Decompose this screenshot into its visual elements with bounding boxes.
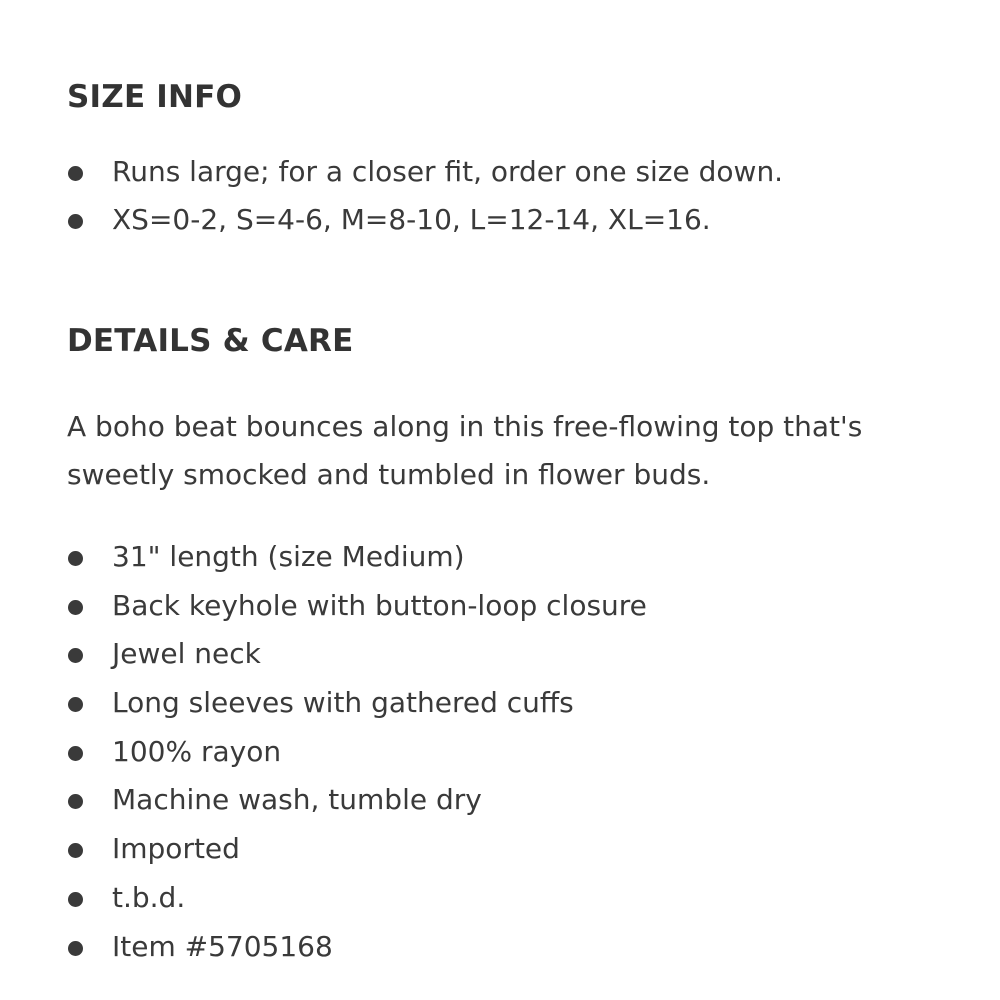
list-item-text: Imported bbox=[112, 832, 240, 866]
bullet-icon bbox=[68, 551, 83, 566]
bullet-icon bbox=[68, 843, 83, 858]
bullet-icon bbox=[68, 600, 83, 615]
list-item-text: Back keyhole with button-loop closure bbox=[112, 588, 647, 622]
bullet-icon bbox=[68, 794, 83, 809]
bullet-icon bbox=[68, 214, 83, 229]
bullet-icon bbox=[68, 941, 83, 956]
product-description: A boho beat bounces along in this free-flowing top that's sweetly smocked and tumbled in flower buds. bbox=[67, 410, 863, 491]
list-item-text: t.b.d. bbox=[112, 880, 186, 914]
list-item-text: Runs large; for a closer fit, order one size down. bbox=[112, 155, 784, 188]
list-item-text: 31" length (size Medium) bbox=[112, 540, 465, 573]
bullet-icon bbox=[68, 892, 83, 907]
bullet-icon bbox=[68, 166, 83, 181]
list-item-text: Long sleeves with gathered cuffs bbox=[112, 686, 574, 720]
list-item-text: Jewel neck bbox=[112, 637, 261, 671]
list-item-text: Item #5705168 bbox=[112, 929, 333, 963]
list-item-text: XS=0-2, S=4-6, M=8-10, L=12-14, XL=16. bbox=[112, 203, 711, 236]
bullet-icon bbox=[68, 697, 83, 712]
bullet-icon bbox=[68, 746, 83, 761]
list-item-text: 100% rayon bbox=[112, 734, 282, 768]
bullet-icon bbox=[68, 648, 83, 663]
size-info-heading: SIZE INFO bbox=[67, 79, 243, 115]
list-item-text: Machine wash, tumble dry bbox=[112, 783, 482, 817]
details-care-heading: DETAILS & CARE bbox=[67, 323, 354, 359]
